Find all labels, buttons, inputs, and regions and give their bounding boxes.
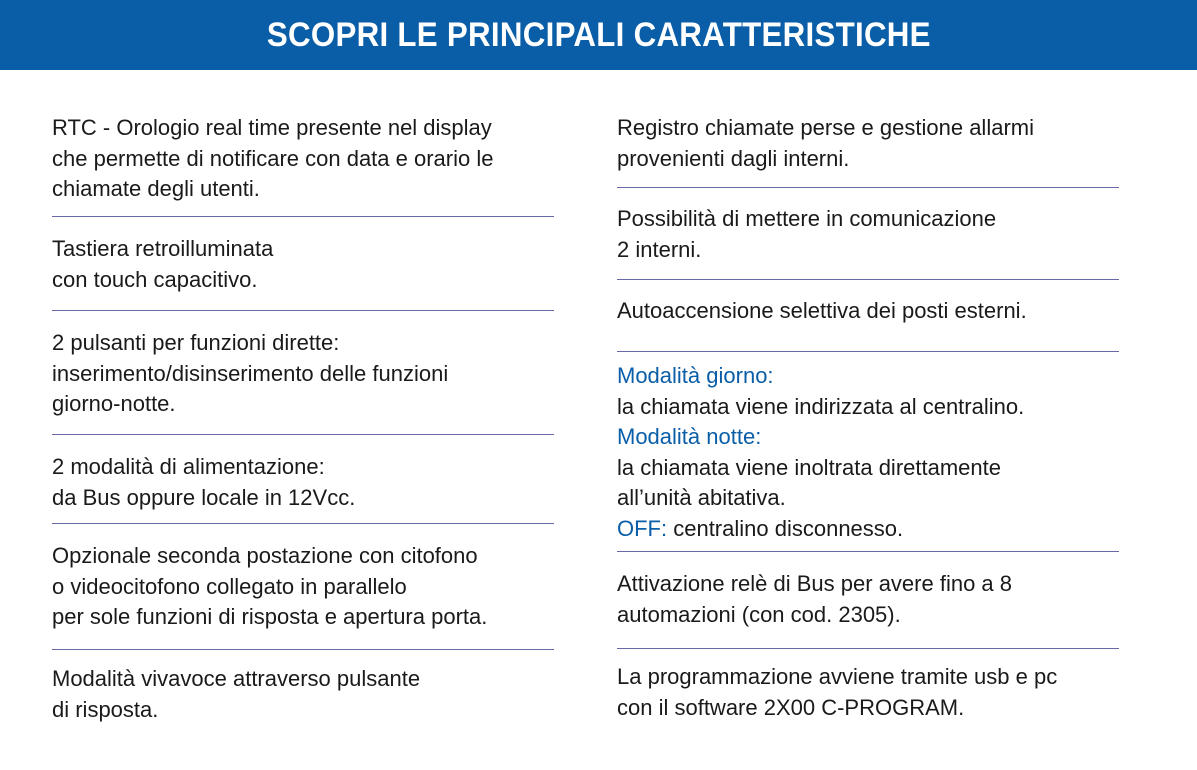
feature-line: per sole funzioni di risposta e apertura porta. [52,604,488,629]
feature-programming [617,649,1119,723]
feature-line: Autoaccensione selettiva dei posti esterni. [617,298,1027,323]
feature-line: o videocitofono collegato in parallelo [52,573,407,599]
feature-line: RTC - Orologio real time presente nel display [52,115,492,140]
feature-intercom [617,188,1119,280]
feature-line: 2 interni. [617,236,702,262]
mode-day-text: la chiamata viene indirizzata al centralino. [617,393,1025,419]
feature-line: inserimento/disinserimento delle funzioni [52,360,449,386]
mode-night-text: all’unità abitativa. [617,485,786,510]
mode-night-label: Modalità notte: [617,424,762,449]
mode-day-label: Modalità giorno: [617,363,774,388]
feature-line: Tastiera retroilluminata [52,236,274,261]
feature-handsfree [52,650,554,725]
feature-line: 2 modalità di alimentazione: [52,454,325,479]
feature-line: che permette di notificare con data e orario le [52,145,494,171]
feature-line: con touch capacitivo. [52,266,258,292]
feature-keyboard [52,217,554,311]
feature-line: 2 pulsanti per funzioni dirette: [52,330,340,355]
feature-line: Modalità vivavoce attraverso pulsante [52,666,421,691]
mode-off-text: centralino disconnesso. [667,515,904,541]
feature-bus-relay [617,552,1119,649]
feature-line: con il software 2X00 C-PROGRAM. [617,694,965,720]
features-left-column [52,110,557,725]
feature-line: Opzionale seconda postazione con citofono [52,543,478,568]
page-title: SCOPRI LE PRINCIPALI CARATTERISTICHE [266,15,931,54]
feature-line: di risposta. [52,696,159,722]
feature-line: Possibilità di mettere in comunicazione [617,206,997,231]
feature-modes [617,352,1119,552]
feature-call-log [617,110,1119,188]
mode-night-text: la chiamata viene inoltrata direttamente [617,454,1001,480]
feature-line: provenienti dagli interni. [617,145,850,171]
mode-off-label: OFF: [617,515,668,541]
feature-line: chiamate degli utenti. [52,176,260,201]
feature-buttons [52,311,554,435]
mode-off-line [617,514,1119,545]
header-banner [0,0,1197,70]
feature-rtc [52,110,554,217]
features-right-column [617,110,1122,723]
feature-line: automazioni (con cod. 2305). [617,601,901,627]
feature-line: da Bus oppure locale in 12Vcc. [52,484,356,510]
feature-second-station [52,524,554,650]
feature-line: giorno-notte. [52,391,176,416]
feature-line: Registro chiamate perse e gestione allarmi [617,115,1034,140]
feature-power [52,435,554,524]
feature-line: Attivazione relè di Bus per avere fino a 8 [617,571,1013,596]
feature-auto-on [617,280,1119,352]
feature-line: La programmazione avviene tramite usb e pc [617,664,1058,689]
